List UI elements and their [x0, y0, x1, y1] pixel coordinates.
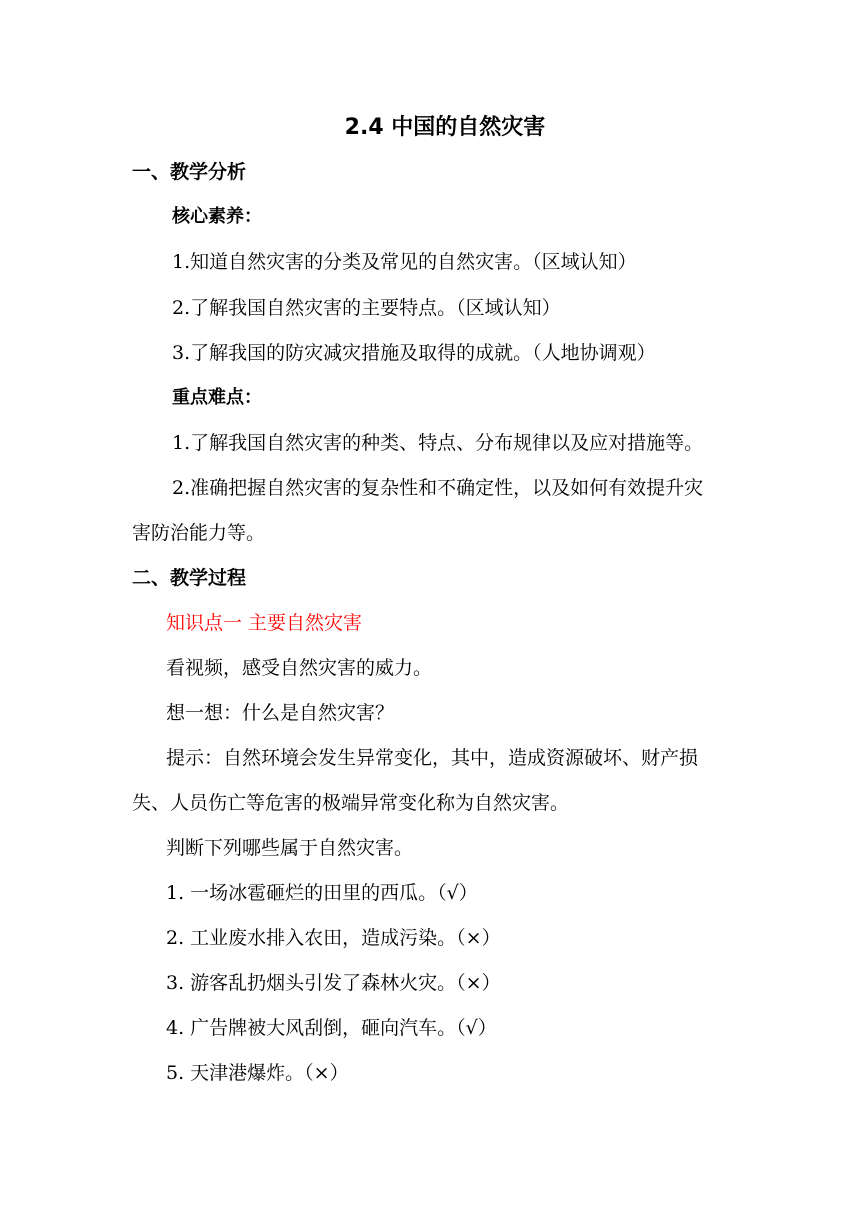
subheading-key-difficulties: 重点难点： [172, 387, 262, 408]
judge-item-2: 2. 工业废水排入农田，造成污染。（×） [166, 927, 501, 949]
hint-line-1: 提示：自然环境会发生异常变化，其中，造成资源破坏、财产损 [166, 747, 699, 769]
core-item-3: 3.了解我国的防灾减灾措施及取得的成就。（人地协调观） [172, 342, 656, 364]
key-item-2-line-2: 害防治能力等。 [132, 522, 266, 544]
watch-video-text: 看视频，感受自然灾害的威力。 [166, 657, 433, 679]
subheading-core-literacy: 核心素养： [172, 206, 262, 227]
judge-item-4: 4. 广告牌被大风刮倒，砸向汽车。（√） [166, 1017, 497, 1039]
judge-instruction: 判断下列哪些属于自然灾害。 [166, 837, 414, 859]
judge-item-3: 3. 游客乱扔烟头引发了森林火灾。（×） [166, 972, 501, 994]
hint-line-2: 失、人员伤亡等危害的极端异常变化称为自然灾害。 [132, 792, 570, 814]
key-item-2-line-1: 2.准确把握自然灾害的复杂性和不确定性，以及如何有效提升灾 [172, 477, 704, 499]
core-item-2: 2.了解我国自然灾害的主要特点。（区域认知） [172, 297, 561, 319]
core-item-1: 1.知道自然灾害的分类及常见的自然灾害。（区域认知） [172, 251, 637, 273]
knowledge-point-heading: 知识点一 主要自然灾害 [166, 612, 363, 634]
section-heading-teaching-analysis: 一、教学分析 [132, 161, 247, 183]
page-title: 2.4 中国的自然灾害 [344, 115, 546, 140]
key-item-1: 1.了解我国自然灾害的种类、特点、分布规律以及应对措施等。 [172, 432, 704, 454]
think-question-text: 想一想：什么是自然灾害？ [166, 702, 395, 724]
section-heading-teaching-process: 二、教学过程 [132, 567, 247, 589]
judge-item-5: 5. 天津港爆炸。（×） [166, 1062, 349, 1084]
judge-item-1: 1. 一场冰雹砸烂的田里的西瓜。（√） [166, 882, 478, 904]
